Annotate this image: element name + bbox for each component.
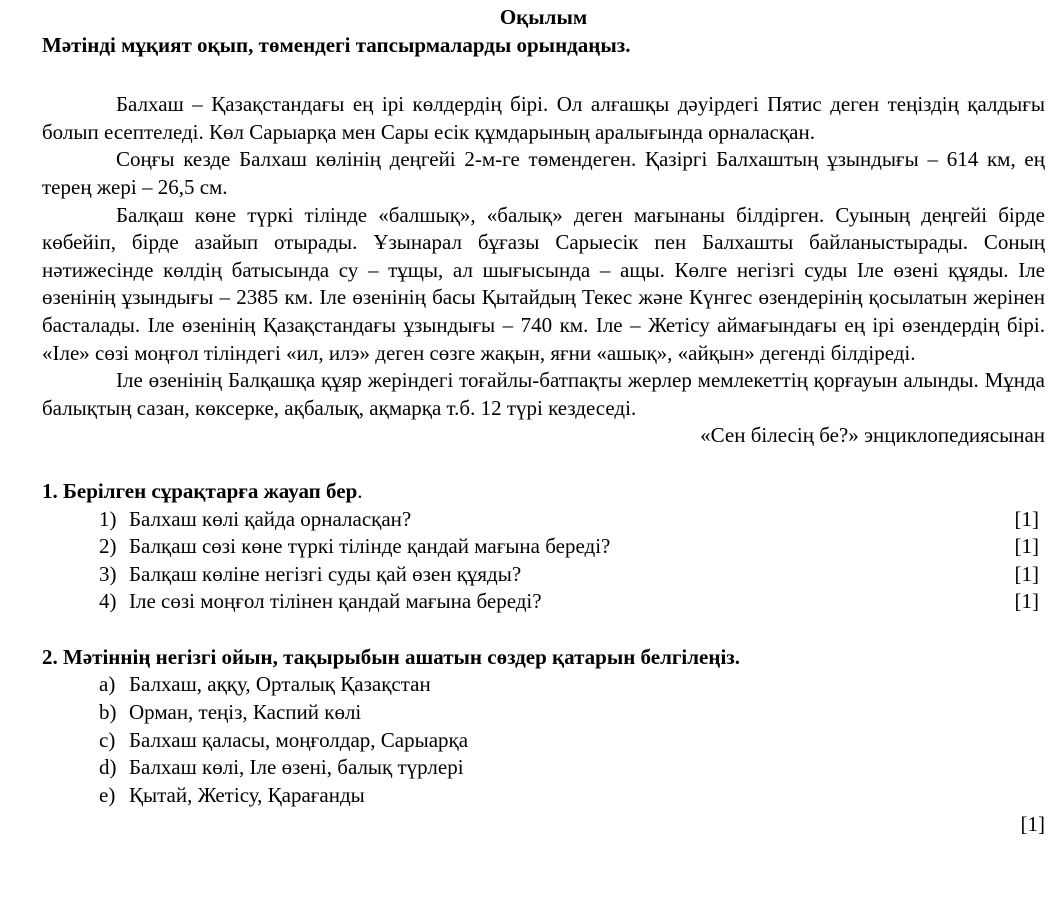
question-number: 4) [99,589,117,614]
instruction: Мәтінді мұқият оқып, төмендегі тапсырмаларды орындаңыз. [42,32,631,57]
option-text: Балхаш қаласы, моңғолдар, Сарыарқа [129,727,469,752]
task-2-heading: 2. Мәтіннің негізгі ойын, тақырыбын ашатын сөздер қатарын белгілеңіз. [42,644,740,669]
option-text: Балхаш, аққу, Орталық Қазақстан [129,672,431,697]
question-4 [42,588,1045,616]
question-1 [42,506,1045,534]
question-3 [42,561,1045,589]
option-letter: a) [99,672,116,697]
question-text: Балхаш көлі қайда орналасқан? [129,506,412,531]
question-list [42,506,1045,616]
option-text: Орман, теңіз, Каспий көлі [129,700,362,725]
question-number: 2) [99,534,117,559]
page-title: Оқылым [499,5,588,29]
option-text: Балхаш көлі, Іле өзені, балық түрлері [129,755,464,780]
worksheet-page [42,4,1045,860]
task-2-score: [1] [1020,812,1045,837]
paragraph-4: Іле өзенінің Балқашқа құяр жеріндегі тоғайлы-батпақты жерлер мемлекеттің қорғауын алынды. Мұнда балықтың сазан, көксерке, ақбалық, ақмарқа т.б. 12 түрі кездеседі. [42,368,1045,420]
question-text: Балқаш көліне негізгі суды қай өзен құяды? [129,561,522,586]
text-source: «Сен білесің бе?» энциклопедиясынан [700,423,1045,448]
paragraph-3: Балқаш көне түркі тілінде «балшық», «балық» деген мағынаны білдірген. Суының деңгейі бірде көбейіп, бірде азайып отырады. Ұзынарал бұғазы Сарыесік пен Балхашты байланыстырады. Соның нәтижесінде көлдің батысында су – тұщы, ал шығысында – ащы. Көлге негізгі суды Іле өзені құяды. Іле өзенінің ұзындығы – 2385 км. Іле өзенінің басы Қытайдың Текес және Күнгес өзендерінің қосылатын жерінен басталады. Іле өзенінің Қазақстандағы ұзындығы – 740 км. Іле – Жетісу аймағындағы ең ірі өзендердің бірі. «Іле» сөзі моңғол тіліндегі «ил, илэ» деген сөзге жақын, яғни «ашық», «айқын» дегенді білдіреді. [42,202,1045,365]
question-number: 3) [99,561,117,586]
task-2 [42,644,1045,839]
option-letter: e) [99,782,116,807]
option-text: Қытай, Жетісу, Қарағанды [129,782,365,807]
option-a [42,671,1045,699]
option-letter: b) [99,700,117,725]
paragraph-2: Соңғы кезде Балхаш көлінің деңгейі 2-м-ге төмендеген. Қазіргі Балхаштың ұзындығы – 614 км, ең терең жері – 26,5 см. [42,147,1045,199]
question-number: 1) [99,506,117,531]
option-c [42,727,1045,755]
option-e [42,782,1045,810]
paragraph-1: Балхаш – Қазақстандағы ең ірі көлдердің бірі. Ол алғашқы дәуірдегі Пятис деген теңіздің қалдығы болып есептеледі. Көл Сарыарқа мен Сары есік құмдарының аралығында орналасқан. [42,92,1045,144]
question-score: [1] [1014,561,1039,586]
question-2 [42,533,1045,561]
option-b [42,699,1045,727]
option-list [42,671,1045,809]
reading-text [42,91,1045,450]
option-d [42,754,1045,782]
question-score: [1] [1014,534,1039,559]
task-1-heading-period: . [357,478,363,503]
question-score: [1] [1014,589,1039,614]
question-text: Балқаш сөзі көне түркі тілінде қандай мағына береді? [129,534,611,559]
option-letter: d) [99,755,117,780]
question-score: [1] [1014,506,1039,531]
task-1-heading-text: 1. Берілген сұрақтарға жауап бер [42,478,358,503]
task-1 [42,478,1045,616]
option-letter: c) [99,727,116,752]
question-text: Іле сөзі моңғол тілінен қандай мағына береді? [129,589,542,614]
task-1-heading [42,478,1045,506]
